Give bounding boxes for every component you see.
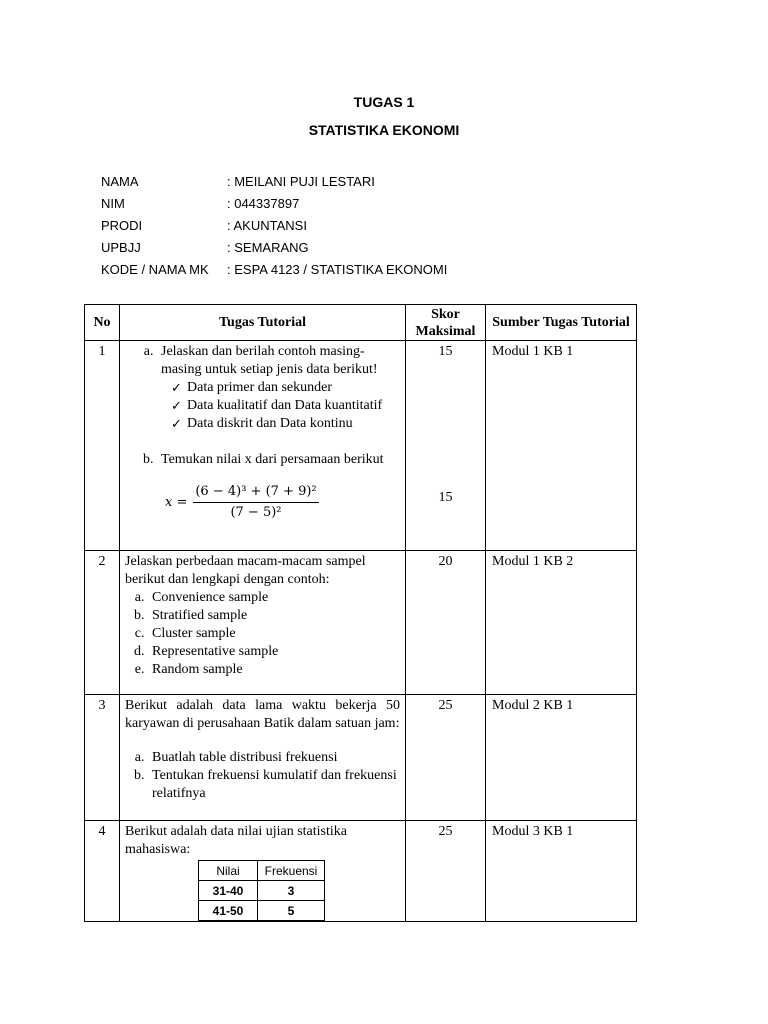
info-value: : MEILANI PUJI LESTARI <box>227 174 375 189</box>
list-item: c. Cluster sample <box>148 625 400 643</box>
info-row-nim <box>101 193 447 215</box>
list-item: a. Buatlah table distribusi frekuensi <box>148 749 400 767</box>
task-content <box>120 821 405 921</box>
frequency-table <box>198 860 325 921</box>
task-parts-list <box>129 343 400 469</box>
source-value: Modul 3 KB 1 <box>492 824 574 839</box>
score-value: 15 <box>438 490 453 505</box>
info-label: KODE / NAMA MK <box>101 262 209 277</box>
equation-fraction <box>193 483 318 522</box>
frequency-header: Nilai <box>199 861 258 881</box>
frequency-row <box>199 901 325 921</box>
source-value: Modul 1 KB 2 <box>492 554 574 569</box>
frequency-header: Frekuensi <box>258 861 325 881</box>
frequency-cell: 31-40 <box>199 881 258 901</box>
task-content <box>120 341 405 522</box>
frequency-cell: 41-50 <box>199 901 258 921</box>
frequency-header-row <box>199 861 325 881</box>
task-items-list <box>125 749 400 803</box>
source-value: Modul 2 KB 1 <box>492 698 574 713</box>
frequency-cell: 5 <box>258 901 325 921</box>
checklist-item: ✓ Data kualitatif dan Data kuantitatif <box>171 397 400 415</box>
checklist-item: ✓ Data primer dan sekunder <box>171 379 400 397</box>
assignment-table <box>84 304 637 922</box>
info-value: : ESPA 4123 / STATISTIKA EKONOMI <box>227 262 448 277</box>
equation-numerator: (6 − 4)³ + (7 + 9)² <box>193 483 318 503</box>
task-items-list <box>125 589 400 679</box>
table-row <box>85 341 637 551</box>
score-value: 20 <box>438 554 453 569</box>
header-source: Sumber Tugas Tutorial <box>486 305 637 341</box>
table-row <box>85 695 637 821</box>
document-subtitle: STATISTIKA EKONOMI <box>308 122 460 138</box>
list-item <box>157 451 400 469</box>
frequency-row <box>199 881 325 901</box>
list-item: d. Representative sample <box>148 643 400 661</box>
info-row-prodi <box>101 215 447 237</box>
list-item: e. Random sample <box>148 661 400 679</box>
info-value: : AKUNTANSI <box>227 218 307 233</box>
equation-denominator: (7 − 5)² <box>230 505 282 520</box>
task-content <box>120 551 405 679</box>
source-value: Modul 1 KB 1 <box>492 344 574 359</box>
equation <box>165 483 400 522</box>
student-info <box>101 171 447 281</box>
row-number: 2 <box>98 554 106 569</box>
task-part-b: Temukan nilai x dari persamaan berikut <box>161 452 384 467</box>
list-item <box>157 343 400 433</box>
document-title: TUGAS 1 <box>353 94 415 110</box>
info-value: : 044337897 <box>227 196 300 211</box>
score-value: 25 <box>438 824 453 839</box>
score-value: 15 <box>438 344 453 359</box>
list-item: b. Tentukan frekuensi kumulatif dan frekuensi relatifnya <box>148 767 400 803</box>
info-value: : SEMARANG <box>227 240 309 255</box>
info-label: UPBJJ <box>101 240 141 255</box>
row-number: 1 <box>98 344 106 359</box>
list-item: a. Convenience sample <box>148 589 400 607</box>
score-value: 25 <box>438 698 453 713</box>
checklist <box>161 379 400 433</box>
list-item: b. Stratified sample <box>148 607 400 625</box>
info-row-name <box>101 171 447 193</box>
info-row-upbjj <box>101 237 447 259</box>
table-row <box>85 821 637 922</box>
row-number: 4 <box>98 824 106 839</box>
task-intro: Jelaskan perbedaan macam-macam sampel berikut dan lengkapi dengan contoh: <box>125 554 366 587</box>
info-label: PRODI <box>101 218 143 233</box>
checklist-item: ✓ Data diskrit dan Data kontinu <box>171 415 400 433</box>
task-intro: Berikut adalah data nilai ujian statistika mahasiswa: <box>125 824 347 857</box>
info-label: NIM <box>101 196 125 211</box>
header-no: No <box>85 305 120 341</box>
task-intro: Berikut adalah data lama waktu bekerja 50 karyawan di perusahaan Batik dalam satuan jam: <box>125 698 400 731</box>
equation-lhs: x = <box>165 494 188 510</box>
table-row <box>85 551 637 695</box>
info-label: NAMA <box>101 174 139 189</box>
frequency-cell: 3 <box>258 881 325 901</box>
task-part-a: Jelaskan dan berilah contoh masing-masing untuk setiap jenis data berikut! <box>161 344 378 377</box>
table-header-row <box>85 305 637 341</box>
task-content <box>120 695 405 803</box>
header-score: Skor Maksimal <box>406 305 486 341</box>
row-number: 3 <box>98 698 106 713</box>
info-row-course <box>101 259 447 281</box>
header-task: Tugas Tutorial <box>120 305 406 341</box>
